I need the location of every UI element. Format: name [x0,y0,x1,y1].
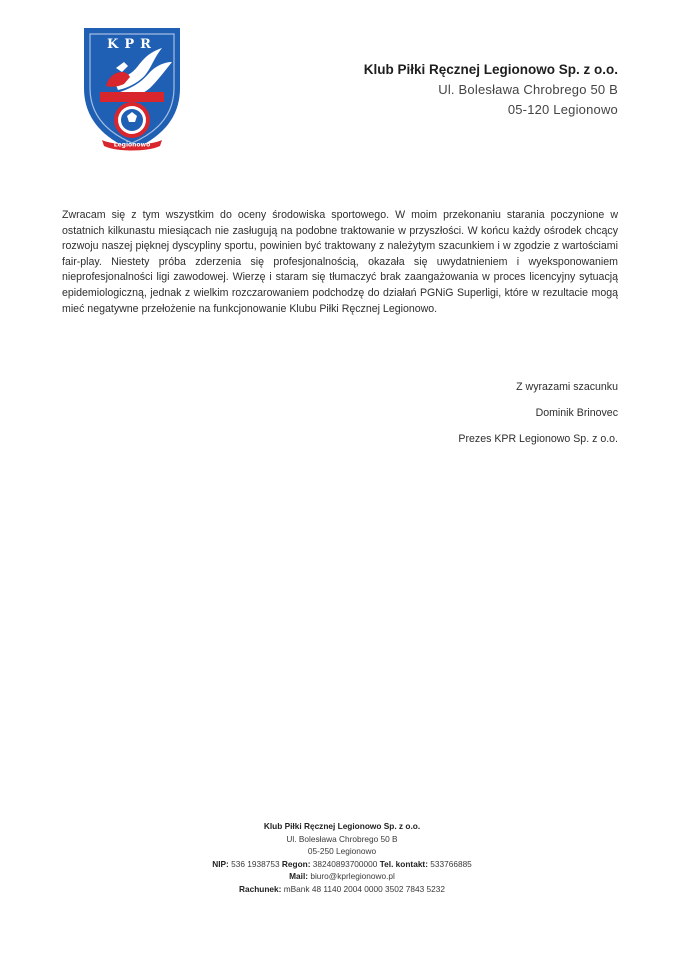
account-value: mBank 48 1140 2004 0000 3502 7843 5232 [283,883,446,894]
closing-text: Z wyrazami szacunku [516,381,618,393]
mail-label: Mail: [289,871,309,882]
mail-value: biuro@kprlegionowo.pl [310,871,395,882]
club-street: Ul. Bolesława Chrobrego 50 B [438,82,618,97]
signature-block [458,374,618,452]
regon-value: 38240893700000 [312,858,378,869]
signatory-name: Dominik Brinovec [535,407,618,419]
letter-body: Zwracam się z tym wszystkim do oceny środowiska sportowego. W moim przekonaniu starania poczynione w ostatnich kilkunastu miesiącach nie zasługują na podobne traktowanie w przyszłości. W końcu każdy ośrodek chcący rozwoju naszej pięknej dyscypliny sportu, powinien być traktowany z należytym szacunkiem i w zgodzie z wartościami fair-play. Niestety próba zderzenia się profesjonalnością, okazała się uwydatnieniem i wyeksponowaniem nieprofesjonalności ligi zawodowej. Wierzę i staram się tłumaczyć brak zaangażowania w proces licencyjny sytuacją epidemiologiczną, jednak z wielkim rozczarowaniem podchodzę do działań PGNiG Superligi, które w rezultacie mogą mieć negatywne przełożenie na funkcjonowanie Klubu Piłki Ręcznej Legionowo. [62,209,618,315]
logo-ribbon-text: Legionowo [113,141,151,149]
nip-label: NIP: [212,858,229,869]
logo-letters: KPR [107,37,157,52]
footer-ids [0,858,684,871]
footer-street: Ul. Bolesława Chrobrego 50 B [286,833,398,844]
tel-value: 533766885 [430,858,472,869]
account-label: Rachunek: [238,883,282,894]
regon-label: Regon: [281,858,311,869]
club-name: Klub Piłki Ręcznej Legionowo Sp. z o.o. [363,62,618,77]
footer-club-name: Klub Piłki Ręcznej Legionowo Sp. z o.o. [263,821,421,831]
tel-label: Tel. kontakt: [379,858,428,869]
kpr-crest-icon [80,22,184,152]
signatory-title: Prezes KPR Legionowo Sp. z o.o. [458,433,618,445]
club-city: 05-120 Legionowo [507,102,618,117]
footer [0,820,684,896]
letterhead [364,60,618,120]
club-logo [80,22,184,152]
footer-mail [0,870,684,883]
footer-city: 05-250 Legionowo [307,846,377,857]
footer-account [0,883,684,896]
nip-value: 536 1938753 [231,858,280,869]
